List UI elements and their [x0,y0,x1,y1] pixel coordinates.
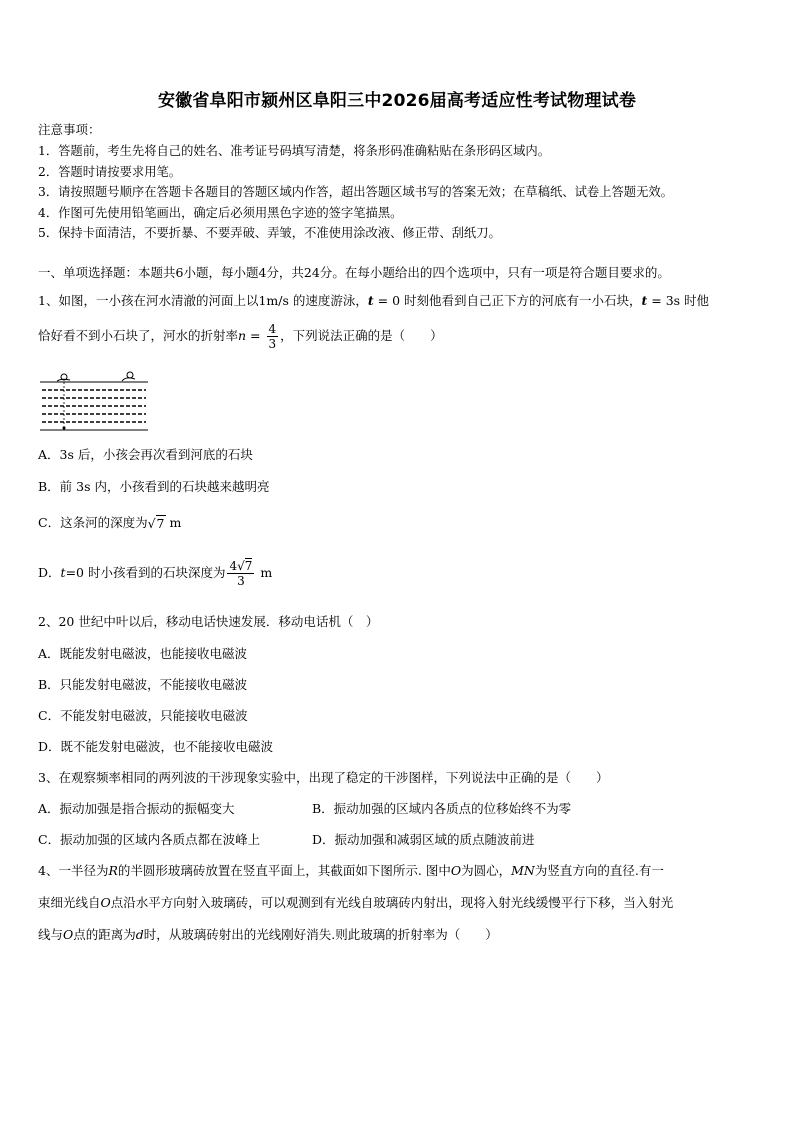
q3-option-c: C．振动加强的区域内各质点都在波峰上 [38,832,261,847]
q1-option-a: A．3s 后，小孩会再次看到河底的石块 [38,447,253,462]
q3-option-b: B．振动加强的区域内各质点的位移始终不为零 [312,801,572,816]
notice-heading: 注意事项： [38,122,101,137]
river-swimmer-figure [40,368,148,434]
notice-item: 1．答题前，考生先将自己的姓名、准考证号码填写清楚，将条形码准确粘贴在条形码区域内。 [38,144,550,158]
section-heading: 一、单项选择题：本题共6小题，每小题4分，共24分。在每小题给出的四个选项中，只有一项是符合题目要求的。 [38,265,670,280]
q1-stem-line2: 恰好看不到小石块了，河水的折射率n = $\frac{4}{3}$ ，下列说法正确的是（ ） [38,322,443,351]
q1-option-d: D．t=0 时小孩看到的石块深度为 $\frac{4√7}{3}$ m [38,559,273,588]
depth-fraction: $\frac{4√7}{3}$ [229,559,253,588]
q1-option-b: B．前 3s 内，小孩看到的石块越来越明亮 [38,479,270,494]
notice-item: 2．答题时请按要求用笔。 [38,165,182,179]
q2-option-d: D．既不能发射电磁波，也不能接收电磁波 [38,739,274,754]
q4-stem-line2: 束细光线自O点沿水平方向射入玻璃砖，可以观测到有光线自玻璃砖内射出，现将入射光线缓慢平行下移，当入射光 [38,895,674,910]
q3-option-a: A．振动加强是指合振动的振幅变大 [38,801,235,816]
q2-option-b: B．只能发射电磁波，不能接收电磁波 [38,677,248,692]
q3-stem: 3、在观察频率相同的两列波的干涉现象实验中，出现了稳定的干涉图样，下列说法中正确的是（ ） [38,770,609,785]
q4-stem-line3: 线与O点的距离为d时，从玻璃砖射出的光线刚好消失.则此玻璃的折射率为（ ） [38,927,498,942]
q1-stem-line1: 1、如图，一小孩在河水清澈的河面上以1m/s 的速度游泳，t = 0 时刻他看到自己正下方的河底有一小石块，t = 3s 时他 [38,293,710,308]
q1-option-c: C．这条河的深度为√7 m [38,515,182,531]
q2-stem: 2、20 世纪中叶以后，移动电话快速发展．移动电话机（ ） [38,614,379,629]
notice-item: 3．请按照题号顺序在答题卡各题目的答题区域内作答，超出答题区域书写的答案无效；在草稿纸、试卷上答题无效。 [38,185,673,199]
notice-item: 4．作图可先使用铅笔画出，确定后必须用黑色字迹的签字笔描黑。 [38,206,403,220]
sqrt-symbol: √7 [147,515,165,531]
notice-item: 5．保持卡面清洁，不要折暴、不要弄破、弄皱，不准使用涂改液、修正带、刮纸刀。 [38,226,501,240]
q4-stem-line1: 4、一半径为R的半圆形玻璃砖放置在竖直平面上，其截面如下图所示. 图中O为圆心，MN为竖直方向的直径.有一 [38,863,664,878]
q2-option-c: C．不能发射电磁波，只能接收电磁波 [38,708,248,723]
refractive-index-fraction: $\frac{4}{3}$ [268,322,277,351]
q3-option-d: D．振动加强和减弱区域的质点随波前进 [312,832,535,847]
q2-option-a: A．既能发射电磁波，也能接收电磁波 [38,646,248,661]
exam-title: 安徽省阜阳市颍州区阜阳三中2026届高考适应性考试物理试卷 [157,91,637,111]
